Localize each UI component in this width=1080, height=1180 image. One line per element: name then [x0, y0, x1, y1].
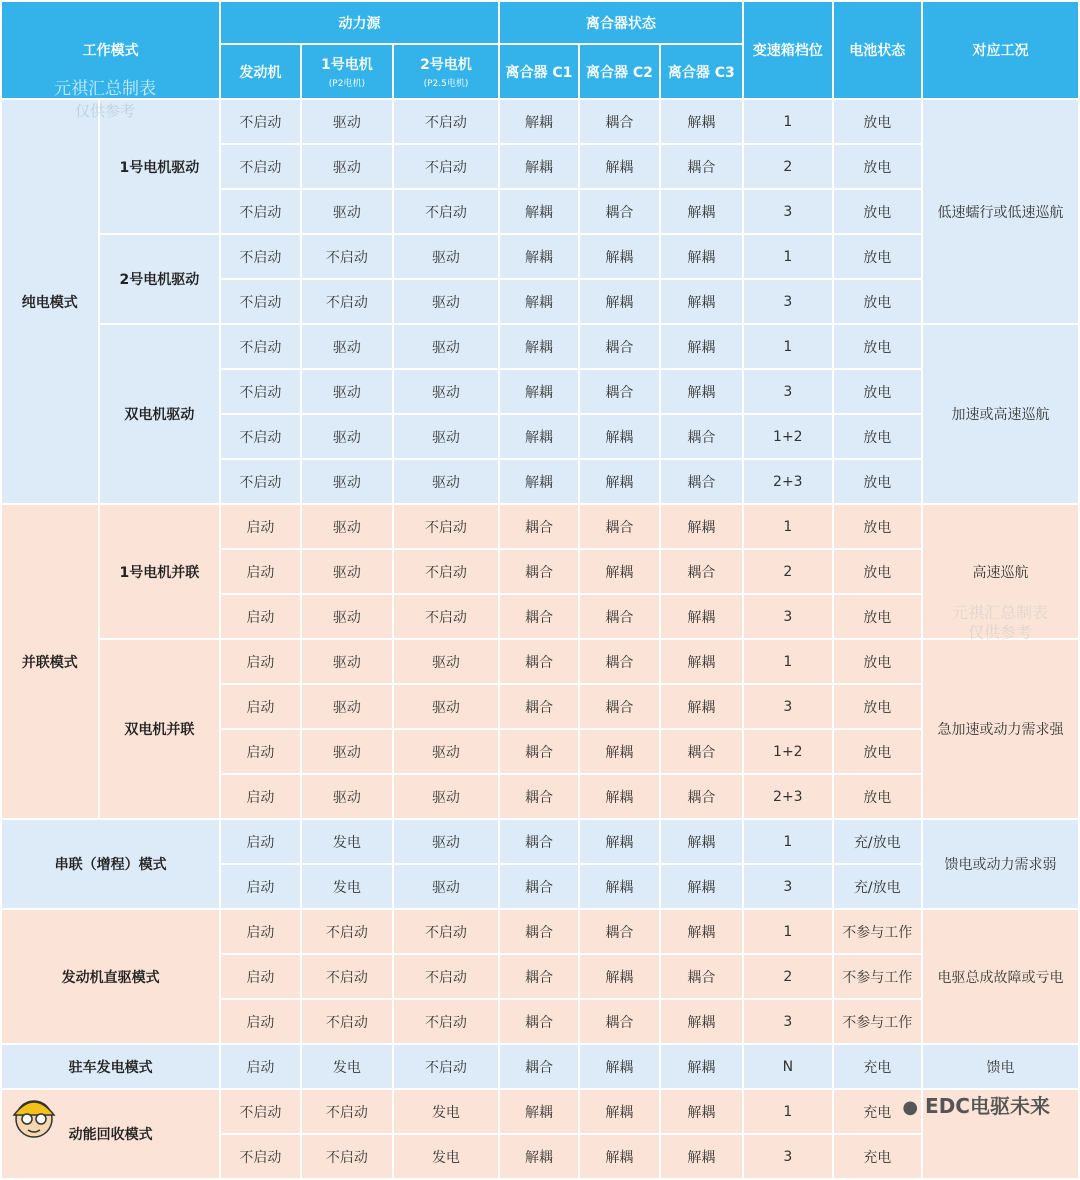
cell-battery: 放电: [834, 190, 921, 233]
cell-battery: 放电: [834, 460, 921, 503]
cell-engine: 启动: [221, 865, 299, 908]
mode-series: 串联（增程）模式: [2, 820, 219, 908]
cell-gear: 2: [744, 955, 831, 998]
cell-motor2: 驱动: [394, 280, 498, 323]
cell-clutch-c2: 解耦: [580, 235, 658, 278]
watermark-line1: 元祺汇总制表: [54, 79, 156, 99]
cell-engine: 不启动: [221, 415, 299, 458]
condition-low-speed: 低速蠕行或低速巡航: [923, 100, 1078, 323]
cell-motor1: 不启动: [302, 1135, 393, 1178]
cell-engine: 启动: [221, 505, 299, 548]
cell-clutch-c2: 耦合: [580, 190, 658, 233]
cell-clutch-c2: 解耦: [580, 1090, 658, 1133]
condition-engine-direct: 电驱总成故障或亏电: [923, 910, 1078, 1043]
cell-clutch-c2: 耦合: [580, 595, 658, 638]
cell-engine: 启动: [221, 685, 299, 728]
cell-engine: 不启动: [221, 145, 299, 188]
cell-clutch-c3: 解耦: [661, 595, 742, 638]
cell-clutch-c1: 耦合: [500, 505, 578, 548]
cell-battery: 充电: [834, 1090, 921, 1133]
submode-ev-motor1: 1号电机驱动: [100, 100, 220, 233]
cell-motor2: 驱动: [394, 415, 498, 458]
condition-hard-accel: 急加速或动力需求强: [923, 640, 1078, 818]
cell-gear: 1+2: [744, 415, 831, 458]
cell-motor1: 不启动: [302, 910, 393, 953]
table-row: [2, 100, 1078, 143]
cell-gear: 3: [744, 280, 831, 323]
cell-motor1: 驱动: [302, 190, 393, 233]
cell-clutch-c2: 解耦: [580, 550, 658, 593]
cell-motor2: 不启动: [394, 910, 498, 953]
cell-motor2: 驱动: [394, 865, 498, 908]
cell-clutch-c3: 耦合: [661, 550, 742, 593]
header-motor1: [302, 45, 393, 98]
cell-motor2: 不启动: [394, 550, 498, 593]
header-engine: 发动机: [221, 45, 299, 98]
cell-motor2: 不启动: [394, 595, 498, 638]
cell-gear: 3: [744, 190, 831, 233]
cell-clutch-c2: 解耦: [580, 280, 658, 323]
cell-battery: 放电: [834, 370, 921, 413]
condition-accel: 加速或高速巡航: [923, 325, 1078, 503]
cell-engine: 不启动: [221, 325, 299, 368]
cell-clutch-c1: 解耦: [500, 190, 578, 233]
cell-clutch-c1: 耦合: [500, 865, 578, 908]
cell-motor2: 发电: [394, 1135, 498, 1178]
cell-clutch-c2: 解耦: [580, 730, 658, 773]
header-clutch-state: 离合器状态: [500, 2, 742, 43]
cell-gear: 2: [744, 145, 831, 188]
watermark-right-line1: 元祺汇总制表: [951, 603, 1048, 622]
cell-clutch-c1: 解耦: [500, 235, 578, 278]
cell-motor1: 驱动: [302, 370, 393, 413]
cell-clutch-c3: 解耦: [661, 1000, 742, 1043]
cell-motor1: 驱动: [302, 730, 393, 773]
cell-engine: 不启动: [221, 235, 299, 278]
cell-engine: 启动: [221, 1000, 299, 1043]
header-motor2-label: 2号电机: [420, 57, 472, 73]
cell-engine: 启动: [221, 1045, 299, 1088]
mode-regen: 动能回收模式: [2, 1090, 219, 1178]
cell-battery: 不参与工作: [834, 955, 921, 998]
cell-engine: 不启动: [221, 1135, 299, 1178]
cell-gear: 1: [744, 640, 831, 683]
cell-gear: 3: [744, 1135, 831, 1178]
cell-clutch-c2: 耦合: [580, 1000, 658, 1043]
cell-clutch-c1: 耦合: [500, 730, 578, 773]
cell-clutch-c2: 耦合: [580, 640, 658, 683]
header-motor2-sub: (P2.5电机): [423, 79, 469, 89]
cell-gear: 2: [744, 550, 831, 593]
cell-clutch-c3: 解耦: [661, 1045, 742, 1088]
cell-motor2: 驱动: [394, 775, 498, 818]
cell-clutch-c2: 耦合: [580, 910, 658, 953]
cell-clutch-c3: 解耦: [661, 280, 742, 323]
cell-motor2: 不启动: [394, 1045, 498, 1088]
cell-engine: 启动: [221, 775, 299, 818]
cell-engine: 启动: [221, 955, 299, 998]
mode-park-generate: 驻车发电模式: [2, 1045, 219, 1088]
cell-gear: 1: [744, 100, 831, 143]
mode-engine-direct: 发动机直驱模式: [2, 910, 219, 1043]
cell-clutch-c2: 解耦: [580, 955, 658, 998]
cell-motor2: 驱动: [394, 460, 498, 503]
cell-clutch-c3: 解耦: [661, 640, 742, 683]
cell-clutch-c3: 耦合: [661, 460, 742, 503]
cell-motor2: 驱动: [394, 370, 498, 413]
cell-clutch-c1: 解耦: [500, 325, 578, 368]
table-body: [2, 100, 1078, 1178]
cell-clutch-c3: 解耦: [661, 190, 742, 233]
cell-clutch-c1: 耦合: [500, 775, 578, 818]
condition-high-speed: 高速巡航: [923, 505, 1078, 638]
cell-clutch-c2: 解耦: [580, 1045, 658, 1088]
cell-clutch-c1: 耦合: [500, 1045, 578, 1088]
cell-motor1: 驱动: [302, 460, 393, 503]
cell-motor2: 驱动: [394, 640, 498, 683]
cell-engine: 不启动: [221, 280, 299, 323]
cell-motor2: 不启动: [394, 1000, 498, 1043]
cell-battery: 不参与工作: [834, 1000, 921, 1043]
cell-clutch-c2: 解耦: [580, 460, 658, 503]
table-row: [2, 820, 1078, 863]
cell-battery: 放电: [834, 685, 921, 728]
cell-battery: 放电: [834, 550, 921, 593]
cell-gear: 3: [744, 595, 831, 638]
cell-gear: 1: [744, 235, 831, 278]
cell-clutch-c3: 解耦: [661, 370, 742, 413]
cell-battery: 放电: [834, 595, 921, 638]
condition-series: 馈电或动力需求弱: [923, 820, 1078, 908]
cell-engine: 启动: [221, 730, 299, 773]
cell-motor1: 不启动: [302, 280, 393, 323]
table-row: [2, 505, 1078, 548]
cell-battery: 放电: [834, 280, 921, 323]
cell-engine: 不启动: [221, 190, 299, 233]
cell-motor1: 发电: [302, 1045, 393, 1088]
cell-gear: 1+2: [744, 730, 831, 773]
cell-motor2: 驱动: [394, 325, 498, 368]
cell-motor2: 不启动: [394, 100, 498, 143]
cell-motor1: 驱动: [302, 775, 393, 818]
submode-ev-dual: 双电机驱动: [100, 325, 220, 503]
cell-motor2: 发电: [394, 1090, 498, 1133]
cell-motor1: 不启动: [302, 1090, 393, 1133]
cell-clutch-c1: 耦合: [500, 955, 578, 998]
cell-clutch-c1: 解耦: [500, 280, 578, 323]
cell-battery: 充电: [834, 1135, 921, 1178]
cell-motor1: 驱动: [302, 550, 393, 593]
cell-clutch-c1: 耦合: [500, 640, 578, 683]
cell-gear: 2+3: [744, 775, 831, 818]
cell-gear: 1: [744, 505, 831, 548]
cell-engine: 启动: [221, 550, 299, 593]
table-row: [2, 640, 1078, 683]
cell-clutch-c2: 耦合: [580, 100, 658, 143]
cell-clutch-c2: 解耦: [580, 145, 658, 188]
cell-battery: 充电: [834, 1045, 921, 1088]
cell-motor2: 驱动: [394, 235, 498, 278]
cell-battery: 放电: [834, 775, 921, 818]
cell-gear: 1: [744, 325, 831, 368]
cell-clutch-c3: 解耦: [661, 820, 742, 863]
cell-gear: N: [744, 1045, 831, 1088]
brand-watermark: [902, 1090, 1050, 1119]
cell-clutch-c1: 解耦: [500, 100, 578, 143]
brand-name: EDC电驱未来: [925, 1094, 1050, 1118]
cell-clutch-c2: 解耦: [580, 415, 658, 458]
cell-clutch-c1: 耦合: [500, 550, 578, 593]
cell-gear: 3: [744, 865, 831, 908]
cell-clutch-c3: 解耦: [661, 1090, 742, 1133]
cell-clutch-c1: 耦合: [500, 595, 578, 638]
cell-clutch-c1: 解耦: [500, 370, 578, 413]
cell-engine: 不启动: [221, 370, 299, 413]
table-row: [2, 1045, 1078, 1088]
mode-ev: 纯电模式: [2, 100, 98, 503]
cell-clutch-c1: 解耦: [500, 1135, 578, 1178]
cell-clutch-c2: 耦合: [580, 370, 658, 413]
cell-battery: 放电: [834, 235, 921, 278]
cell-engine: 不启动: [221, 1090, 299, 1133]
cell-battery: 不参与工作: [834, 910, 921, 953]
cell-motor1: 驱动: [302, 595, 393, 638]
header-clutch-c3: 离合器 C3: [661, 45, 742, 98]
cell-motor2: 不启动: [394, 505, 498, 548]
submode-ev-motor2: 2号电机驱动: [100, 235, 220, 323]
cell-clutch-c2: 耦合: [580, 325, 658, 368]
submode-parallel-dual: 双电机并联: [100, 640, 220, 818]
cell-clutch-c2: 耦合: [580, 505, 658, 548]
cell-motor1: 驱动: [302, 415, 393, 458]
cell-clutch-c2: 耦合: [580, 685, 658, 728]
cell-motor1: 驱动: [302, 145, 393, 188]
header-gear: 变速箱档位: [744, 2, 831, 98]
cell-clutch-c2: 解耦: [580, 1135, 658, 1178]
cell-motor2: 不启动: [394, 955, 498, 998]
cell-battery: 放电: [834, 730, 921, 773]
cell-motor1: 不启动: [302, 955, 393, 998]
header-battery: 电池状态: [834, 2, 921, 98]
cell-clutch-c3: 耦合: [661, 415, 742, 458]
cell-gear: 1: [744, 820, 831, 863]
cell-clutch-c2: 解耦: [580, 775, 658, 818]
mascot-icon: [6, 1087, 62, 1143]
cell-battery: 充/放电: [834, 865, 921, 908]
cell-gear: 1: [744, 1090, 831, 1133]
cell-engine: 启动: [221, 595, 299, 638]
mode-parallel: 并联模式: [2, 505, 98, 818]
cell-gear: 3: [744, 1000, 831, 1043]
cell-engine: 不启动: [221, 460, 299, 503]
header-condition: 对应工况: [923, 2, 1078, 98]
header-motor2: [394, 45, 498, 98]
cell-clutch-c3: 解耦: [661, 235, 742, 278]
cell-clutch-c3: 耦合: [661, 145, 742, 188]
cell-motor1: 驱动: [302, 325, 393, 368]
watermark-line2: 仅供参考: [74, 102, 135, 120]
cell-clutch-c3: 解耦: [661, 505, 742, 548]
cell-motor2: 不启动: [394, 145, 498, 188]
cell-motor1: 驱动: [302, 640, 393, 683]
header-clutch-c1: 离合器 C1: [500, 45, 578, 98]
cell-clutch-c1: 耦合: [500, 1000, 578, 1043]
cell-gear: 2+3: [744, 460, 831, 503]
cell-clutch-c3: 耦合: [661, 730, 742, 773]
cell-clutch-c1: 解耦: [500, 415, 578, 458]
cell-battery: 放电: [834, 325, 921, 368]
cell-motor1: 驱动: [302, 100, 393, 143]
cell-clutch-c3: 解耦: [661, 1135, 742, 1178]
cell-battery: 放电: [834, 415, 921, 458]
table-row: [2, 235, 1078, 278]
cell-clutch-c3: 解耦: [661, 325, 742, 368]
cell-gear: 1: [744, 910, 831, 953]
condition-park: 馈电: [923, 1045, 1078, 1088]
cell-battery: 放电: [834, 145, 921, 188]
cell-motor2: 不启动: [394, 190, 498, 233]
cell-gear: 3: [744, 370, 831, 413]
cell-engine: 启动: [221, 820, 299, 863]
cell-clutch-c3: 解耦: [661, 100, 742, 143]
cell-gear: 3: [744, 685, 831, 728]
watermark-right-line2: 仅供参考: [967, 623, 1032, 642]
cell-clutch-c1: 耦合: [500, 910, 578, 953]
cell-battery: 放电: [834, 505, 921, 548]
cell-motor2: 驱动: [394, 820, 498, 863]
header-motor1-sub: (P2电机): [328, 79, 365, 89]
cell-motor2: 驱动: [394, 730, 498, 773]
cell-clutch-c2: 解耦: [580, 865, 658, 908]
cell-clutch-c3: 耦合: [661, 955, 742, 998]
cell-clutch-c1: 解耦: [500, 460, 578, 503]
cell-battery: 放电: [834, 640, 921, 683]
header-motor1-label: 1号电机: [321, 57, 373, 73]
cell-motor1: 不启动: [302, 235, 393, 278]
cell-clutch-c1: 解耦: [500, 1090, 578, 1133]
table-row: [2, 910, 1078, 953]
cell-motor1: 驱动: [302, 505, 393, 548]
cell-engine: 不启动: [221, 100, 299, 143]
cell-engine: 启动: [221, 640, 299, 683]
cell-clutch-c3: 解耦: [661, 865, 742, 908]
cell-clutch-c3: 解耦: [661, 910, 742, 953]
cell-battery: 充/放电: [834, 820, 921, 863]
cell-battery: 放电: [834, 100, 921, 143]
cell-clutch-c1: 耦合: [500, 820, 578, 863]
cell-motor1: 发电: [302, 820, 393, 863]
cell-clutch-c1: 解耦: [500, 145, 578, 188]
header-clutch-c2: 离合器 C2: [580, 45, 658, 98]
cell-motor1: 驱动: [302, 685, 393, 728]
cell-clutch-c2: 解耦: [580, 820, 658, 863]
cell-clutch-c3: 耦合: [661, 775, 742, 818]
cell-motor1: 发电: [302, 865, 393, 908]
submode-parallel-motor1: 1号电机并联: [100, 505, 220, 638]
cell-motor1: 不启动: [302, 1000, 393, 1043]
wechat-icon: ●: [902, 1097, 919, 1118]
cell-engine: 启动: [221, 910, 299, 953]
header-power-source: 动力源: [221, 2, 498, 43]
cell-clutch-c3: 解耦: [661, 685, 742, 728]
cell-clutch-c1: 耦合: [500, 685, 578, 728]
cell-motor2: 驱动: [394, 685, 498, 728]
header-work-mode: 工作模式: [2, 2, 219, 98]
table-row: [2, 325, 1078, 368]
